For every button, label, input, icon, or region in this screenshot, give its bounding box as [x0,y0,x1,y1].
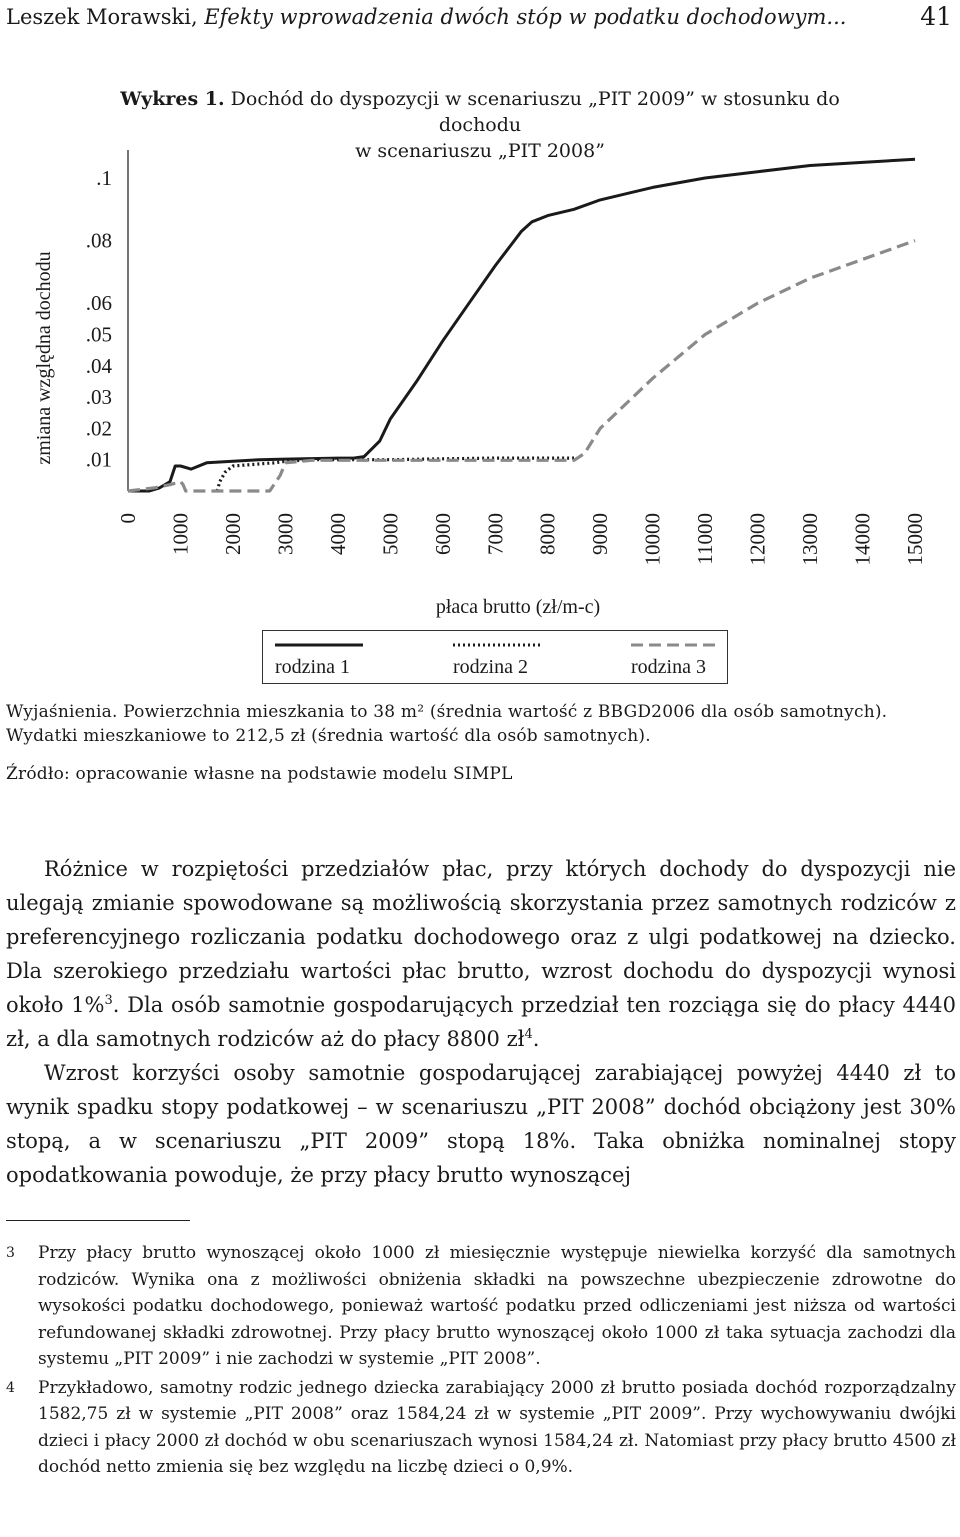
y-tick-label: .08 [85,228,112,253]
x-tick-label: 3000 [273,513,298,555]
footnote-ref-4: 4 [524,1027,533,1042]
figure-source: Źródło: opracowanie własne na podstawie modelu SIMPL [6,764,513,784]
series-line-2 [217,458,574,491]
y-axis-title: zmiana względna dochodu [33,251,55,465]
x-tick-label: 1000 [168,513,193,555]
x-tick-label: 13000 [798,513,823,566]
x-axis-ticks [116,513,927,566]
x-tick-label: 11000 [693,513,718,565]
running-head [6,2,954,32]
notes-explanation-line-2: Wydatki mieszkaniowe to 212,5 zł (średnia wartość dla osób samotnych). [6,726,651,746]
footnote-ref-3: 3 [104,993,113,1008]
legend-label-1: rodzina 1 [275,656,350,678]
footnote-3 [6,1240,956,1373]
series-line-1 [128,159,915,491]
x-tick-label: 7000 [483,513,508,555]
y-tick-label: .03 [85,385,112,410]
header-author: Leszek Morawski, [6,5,205,29]
footnotes [6,1240,956,1481]
legend-svg [263,631,729,685]
y-tick-label: .06 [85,291,112,316]
footnote-text: Przykładowo, samotny rodzic jednego dziecka zarabiający 2000 zł brutto posiada dochód rozporządzalny 1582,75 zł w systemie „PIT 2008” oraz 1584,24 zł w systemie „PIT 2009”. Przy wychowywaniu dwójki dzieci i płacy 2000 zł dochód w obu scenariuszach wynosi 1584,24 zł. Natomiast przy płacy brutto 4500 zł dochód netto zmienia się bez względu na liczbę dzieci o 0,9%. [38,1377,956,1477]
figure-notes [6,700,956,786]
x-axis-title: płaca brutto (zł/m-c) [435,596,601,618]
x-tick-label: 5000 [378,513,403,555]
y-tick-label: .01 [85,447,112,472]
y-tick-label: .1 [96,166,112,190]
y-tick-label: .04 [85,353,112,378]
footnote-separator [6,1220,190,1221]
body-paragraph-1-part-b: . Dla osób samotnie gospodarujących przedział ten rozciąga się do płacy 4440 zł, a dla samotnych rodziców aż do płacy 8800 zł [6,993,957,1051]
chart-legend [262,630,728,684]
x-tick-label: 12000 [745,513,770,566]
y-axis-ticks [86,166,113,472]
body-paragraph-2: Wzrost korzyści osoby samotnie gospodarującej zarabiającej powyżej 4440 zł to wynik spadku stopy podatkowej – w scenariuszu „PIT 2008” dochód obciążony jest 30% stopą, a w scenariuszu „PIT 2009” stopą 18%. Taka obniżka nominalnej stopy opodatkowania powoduje, że przy płacy brutto wynoszącej [6,1061,956,1187]
footnote-number: 4 [6,1379,15,1396]
legend-label-2: rodzina 2 [453,656,528,678]
series-line-3 [128,241,915,491]
header-title: Efekty wprowadzenia dwóch stóp w podatku dochodowym... [204,5,847,29]
footnote-4 [6,1375,956,1481]
legend-label-3: rodzina 3 [631,656,706,678]
figure-label: Wykres 1. [120,88,225,110]
notes-explanation-line-1: Wyjaśnienia. Powierzchnia mieszkania to 38 m² (średnia wartość z BBGD2006 dla osób samotnych). [6,702,888,722]
line-chart [0,140,960,620]
body-paragraph-1 [6,852,956,1056]
body-paragraph-1-part-a: Różnice w rozpiętości przedziałów płac, przy których dochody do dyspozycji nie ulegają zmianie spowodowane są możliwością skorzystania przez samotnych rodziców z preferencyjnego rozliczania podatku dochodowego oraz z ulgi podatkowej na dziecko. Dla szerokiego przedziału wartości płac brutto, wzrost dochodu do dyspozycji wynosi około 1% [6,857,956,1017]
x-tick-label: 2000 [220,513,245,555]
x-tick-label: 6000 [430,513,455,555]
x-tick-label: 4000 [325,513,350,555]
body-paragraph-1-part-c: . [532,1027,540,1051]
x-tick-label: 10000 [640,513,665,566]
series-layer [128,159,915,491]
footnote-text: Przy płacy brutto wynoszącej około 1000 zł miesięcznie występuje niewielka korzyść dla samotnych rodziców. Wynika ona z możliwości obniżenia składki na powszechne ubezpieczenie zdrowotne do wysokości podatku dochodowego, ponieważ wartość podatku przed odliczeniami jest niższa od wartości refundowanej składki zdrowotnej. Przy płacy brutto wynoszącej około 1000 zł taka sytuacja zachodzi dla systemu „PIT 2009” i nie zachodzi w systemie „PIT 2008”. [38,1243,956,1369]
figure-caption-line-2: w scenariuszu „PIT 2008” [355,140,605,162]
page-number: 41 [920,2,952,31]
x-tick-label: 0 [116,513,140,524]
x-tick-label: 9000 [588,513,613,555]
y-tick-label: .05 [85,322,112,347]
y-tick-label: .02 [85,416,112,441]
x-tick-label: 15000 [903,513,927,566]
x-tick-label: 8000 [535,513,560,555]
figure-caption-line-1: Dochód do dyspozycji w scenariuszu „PIT 2009” w stosunku do dochodu [230,88,840,136]
x-tick-label: 14000 [850,513,875,566]
body-text [6,852,956,1192]
footnote-number: 3 [6,1245,15,1261]
